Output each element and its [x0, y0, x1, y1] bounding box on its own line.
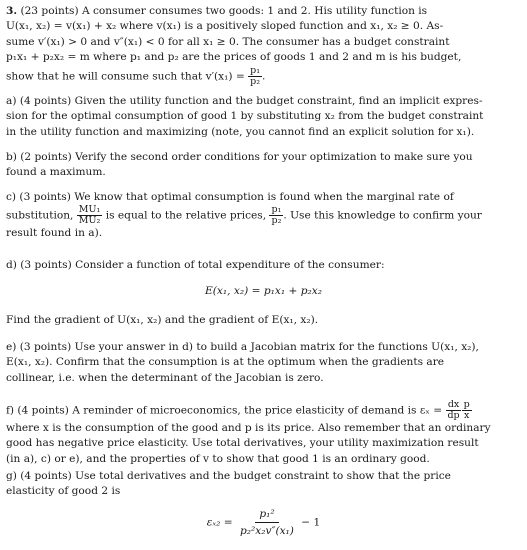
intro-line-2: U(x₁, x₂) = v(x₁) + x₂ where v(x₁) is a positively sloped function and x₁, x₂ ≥ 0. As-	[6, 20, 444, 33]
part-f-line-3: good has negative price elasticity. Use total derivatives, your utility maximization result	[6, 437, 479, 450]
mrs-fraction: $\frac{\text{MU₁}}{\text{MU₂}}$	[78, 204, 101, 227]
intro-line-4: p₁x₁ + p₂x₂ = m where p₁ and p₂ are the prices of goods 1 and 2 and m is his budget,	[6, 51, 462, 64]
part-a-line-2: sion for the optimal consumption of good 1 by substituting x₂ from the budget constraint	[6, 110, 484, 123]
derivative-fraction: $\frac{dx}{dp}$	[447, 399, 460, 421]
part-d-follow: Find the gradient of U(x₁, x₂) and the gradient of E(x₁, x₂).	[6, 314, 319, 326]
elasticity-fraction: $\frac{\text{p₁²}}{\text{p₂²x₂v″(x₁)}}$	[240, 508, 294, 537]
part-f-line-2: where x is the consumption of the good and p is its price. Also remember that an ordinary	[6, 422, 491, 434]
part-d-intro: d) (3 points) Consider a function of total expenditure of the consumer:	[6, 259, 385, 271]
part-g-line-1: g) (4 points) Use total derivatives and the budget constraint to show that the price	[6, 470, 451, 482]
part-c: c) (3 points) We know that optimal consumption is found when the marginal rate of substitution, $\frac{\text{MU₁}}{\text{MU₂}}$ is equal to the relative prices, $\frac{\text{p₁}}{\text{p₂}}$ . Use this knowledge to confirm your result found in a).	[6, 190, 514, 242]
part-g-line-2: elasticity of good 2 is	[6, 485, 121, 498]
intro-line-1: (23 points) A consumer consumes two goods: 1 and 2. His utility function is	[20, 5, 428, 17]
expenditure-equation: E(x₁, x₂) = p₁x₁ + p₂x₂	[205, 285, 322, 297]
price-quantity-fraction: $\frac{p}{x}$	[463, 399, 470, 421]
part-e-line-1: e) (3 points) Use your answer in d) to build a Jacobian matrix for the functions U(x₁, x₂),	[6, 341, 479, 353]
part-c-line-1: c) (3 points) We know that optimal consumption is found when the marginal rate of	[6, 191, 454, 203]
part-b-line-1: b) (2 points) Verify the second order conditions for your optimization to make sure you	[6, 151, 473, 163]
part-e-line-3: collinear, i.e. when the determinant of the Jacobian is zero.	[6, 371, 324, 384]
part-f: f) (4 points) A reminder of microeconomics, the price elasticity of demand is εₓ = $\frac{dx}{dp}$ $\frac{p}{x}$ where x is the consumption of the good and p is its price. Also remember that an ordinary good has negative price elasticity. Use total derivatives, your utility maximization result (in a), c) or e), and the properties of v to show that good 1 is an ordinary good.	[6, 400, 514, 467]
part-c-line-3: result found in a).	[6, 227, 103, 240]
problem-intro: 3. (23 points) A consumer consumes two goods: 1 and 2. His utility function is U(x₁, x₂) = v(x₁) + x₂ where v(x₁) is a positively sloped function and x₁, x₂ ≥ 0. As- sume v′(x₁) > 0 and v″(x₁) < 0 for all x₁ ≥ 0. The consumer has a budget constraint p₁x₁ + p₂x₂ = m where p₁ and p₂ are the prices of goods 1 and 2 and m is his budget, show that he will consume such that v′(x₁) = $\frac{\text{p₁}}{\text{p₂}}$ .	[6, 4, 514, 87]
part-e-line-2: E(x₁, x₂). Confirm that the consumption is at the optimum when the gradients are	[6, 356, 445, 369]
relative-price-fraction: $\frac{\text{p₁}}{\text{p₂}}$	[271, 204, 282, 227]
part-g	[6, 469, 514, 500]
problem-number: 3.	[6, 5, 18, 17]
part-a-line-3: in the utility function and maximizing (note, you cannot find an explicit solution for x₁).	[6, 125, 475, 138]
part-a	[6, 94, 514, 140]
part-a-line-1: a) (4 points) Given the utility function and the budget constraint, find an implicit expres-	[6, 95, 483, 107]
part-e	[6, 340, 514, 386]
part-f-line-4: (in a), c) or e), and the properties of v to show that good 1 is an ordinary good.	[6, 452, 430, 465]
intro-line-3: sume v′(x₁) > 0 and v″(x₁) < 0 for all x₁ ≥ 0. The consumer has a budget constraint	[6, 35, 450, 48]
elasticity-equation: εₓ₂ = $\frac{\text{p₁²}}{\text{p₂²x₂v″(x₁)}}$ − 1	[206, 508, 321, 537]
intro-line-5: show that he will consume such that v′(x₁) =	[6, 70, 249, 83]
part-b	[6, 150, 514, 181]
price-ratio-fraction: $\frac{\text{p₁}}{\text{p₂}}$	[250, 64, 261, 87]
part-b-line-2: found a maximum.	[6, 166, 106, 179]
